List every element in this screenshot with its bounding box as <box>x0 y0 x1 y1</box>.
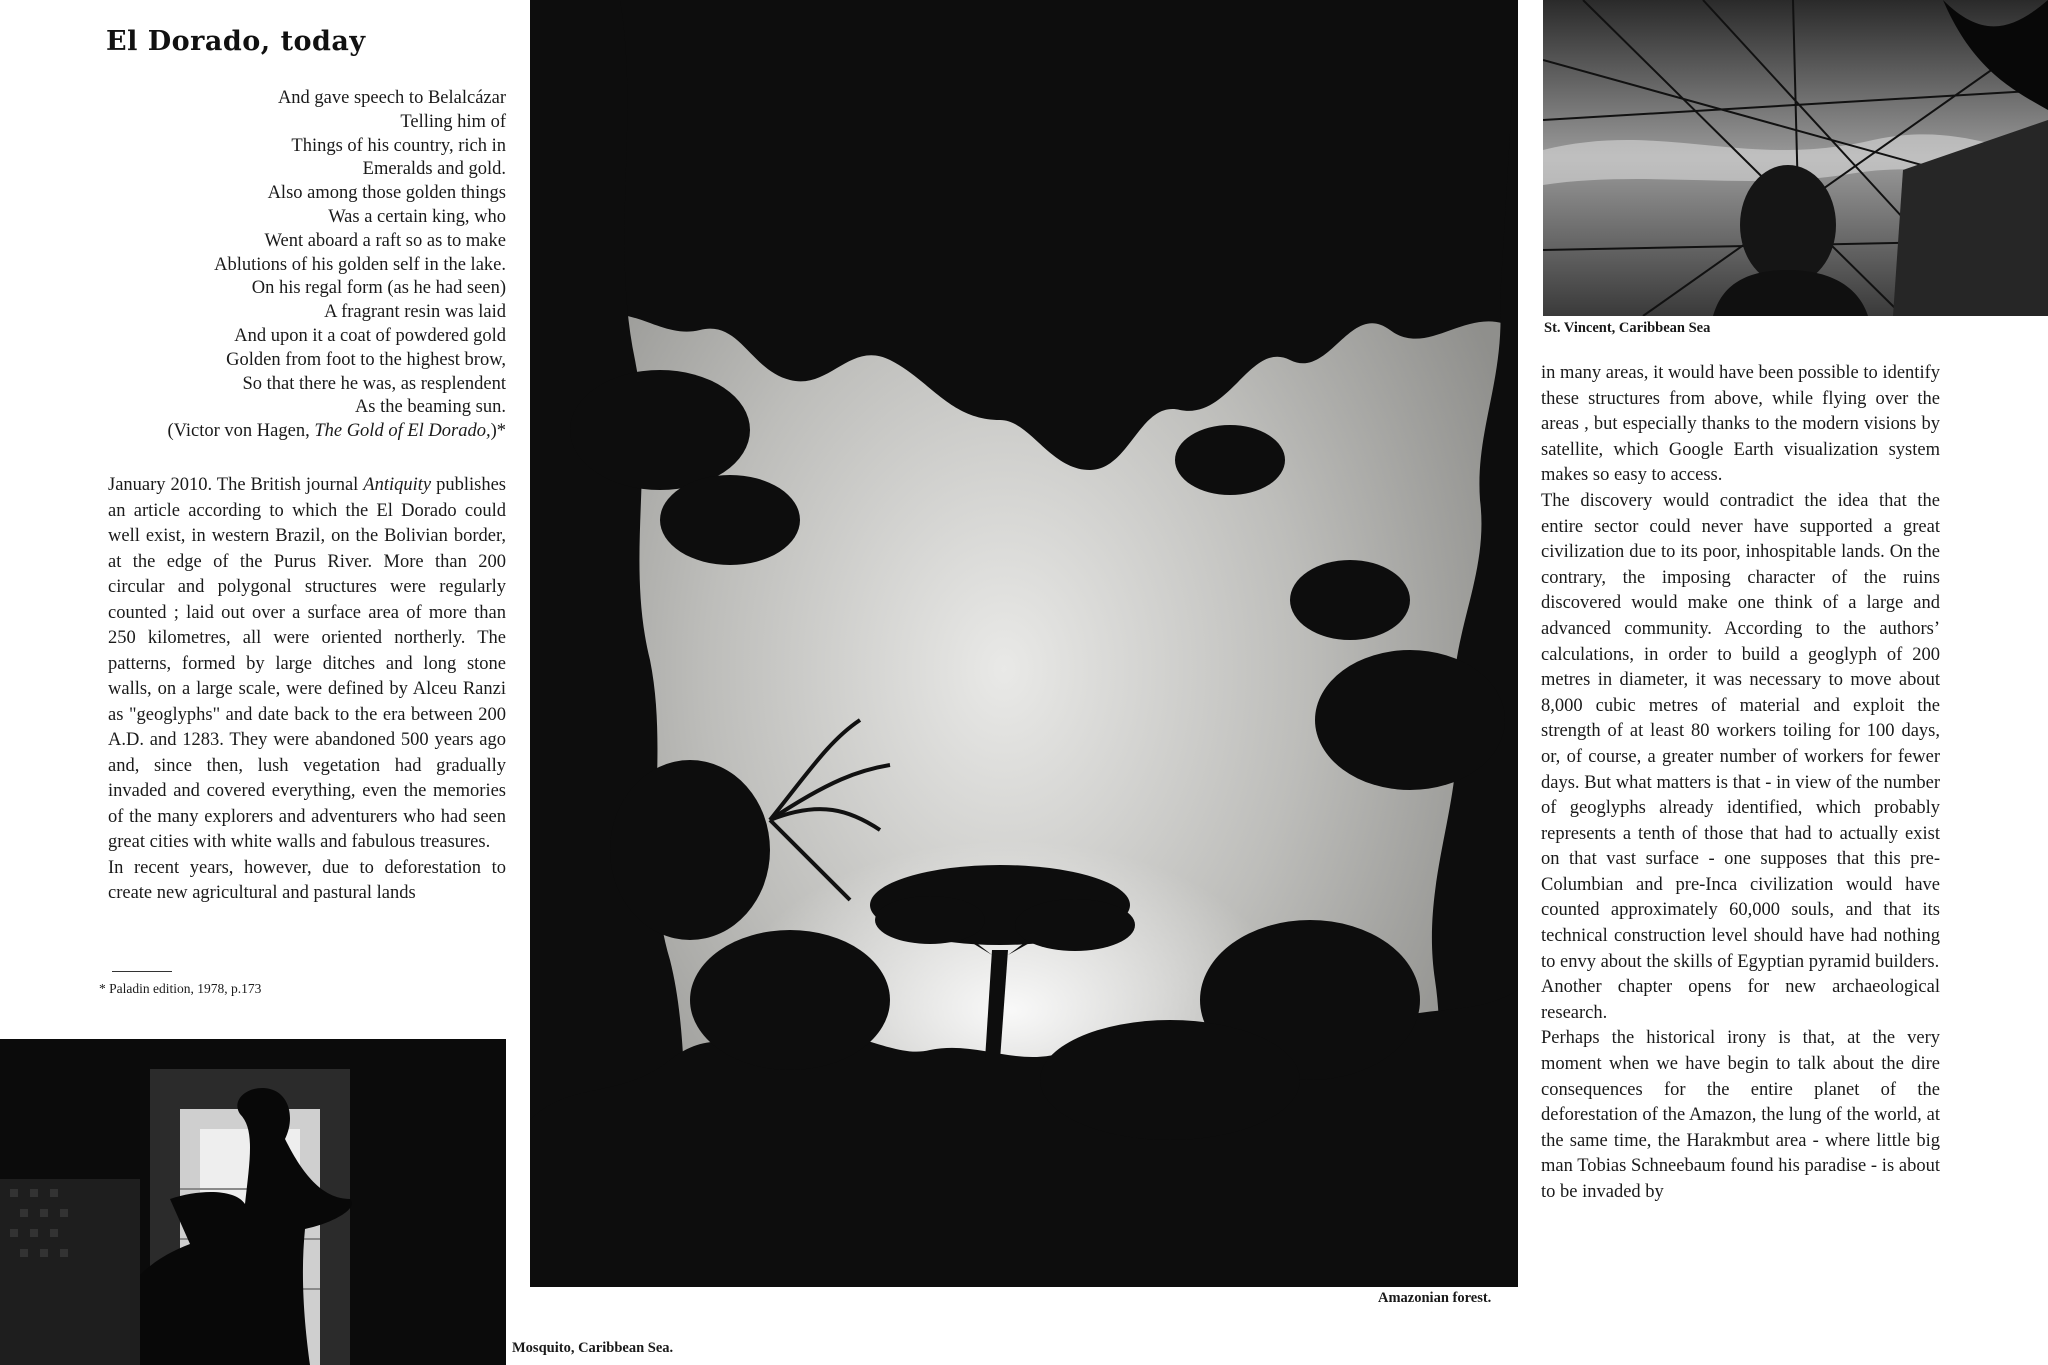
paragraph: The discovery would contradict the idea that the entire sector could never have supported a great civilization due to its poor, inhospitable lands. On the contrary, the imposing character of the ruins discovered would make one think of a large and advanced community. According to the authors’ calculations, in order to build a geoglyph of 200 metres in diameter, it was necessary to move about 8,000 cubic metres of material and exploit the strength of at least 80 workers toiling for 100 days, or, of course, a greater number of workers for fewer days. But what matters is that - in view of the number of geoglyphs already identified, which probably represents a tenth of those that had to actually exist on that vast surface - one supposes that this pre-Columbian and pre-Inca civilization would have counted approximately 60,000 souls, and that its technical construction level should have had nothing to envy about the skills of Egyptian pyramid builders. <box>1541 490 1940 972</box>
mosquito-caption: Mosquito, Caribbean Sea. <box>512 1340 674 1356</box>
poem-line: Emeralds and gold. <box>362 159 506 180</box>
st-vincent-photo <box>1543 0 2048 316</box>
poem-line: Also among those golden things <box>267 183 506 204</box>
paragraph: Perhaps the historical irony is that, at the very moment when we have begin to talk about the dire consequences for the entire planet of the deforestation of the Amazon, the lung of the world, at the same time, the Harakmbut area - where little big man Tobias Schneebaum found his paradise - is about to be invaded by <box>1541 1028 1940 1202</box>
poem-line: Went aboard a raft so as to make <box>264 230 506 251</box>
poem-line: Telling him of <box>400 111 506 132</box>
paragraph: in many areas, it would have been possible to identify these structures from above, while flying over the areas , but especially thanks to the modern visions by satellite, which Google Earth visualization system makes so easy to access. <box>1541 363 1940 486</box>
footnote-divider <box>112 971 172 972</box>
poem-line: And upon it a coat of powdered gold <box>234 325 506 346</box>
paragraph: January 2010. The British journal Antiquity publishes an article according to which the El Dorado could well exist, in western Brazil, on the Bolivian border, at the edge of the Purus River. More than 200 circular and polygonal structures were regularly counted ; laid out over a surface area of more than 250 kilometres, all were oriented northerly. The patterns, formed by large ditches and long stone walls, on a large scale, were defined by Alceu Ranzi as "geoglyphs" and date back to the era between 200 A.D. and 1283. They were abandoned 500 years ago and, since then, lush vegetation had gradually invaded and covered everything, even the memories of the many explorers and adventurers who had seen great cities with white walls and fabulous treasures. <box>108 475 507 852</box>
forest-photo <box>530 0 1518 1287</box>
poem-line: On his regal form (as he had seen) <box>251 278 506 299</box>
right-body-text <box>1541 361 1940 1206</box>
page-title: El Dorado, today <box>106 26 366 57</box>
poem-line: Golden from foot to the highest brow, <box>226 349 506 370</box>
poem-block <box>100 87 506 444</box>
poem-line: Was a certain king, who <box>328 206 506 227</box>
forest-caption: Amazonian forest. <box>1378 1290 1492 1306</box>
left-body-text <box>108 473 506 907</box>
poem-line: Things of his country, rich in <box>291 135 506 156</box>
paragraph: Another chapter opens for new archaeological research. <box>1541 977 1940 1023</box>
poem-line: And gave speech to Belalcázar <box>277 88 506 108</box>
poem-line: As the beaming sun. <box>354 397 506 418</box>
poem-attribution: (Victor von Hagen, The Gold of El Dorado,)* <box>167 421 506 442</box>
st-vincent-caption: St. Vincent, Caribbean Sea <box>1544 320 1711 336</box>
poem-line: Ablutions of his golden self in the lake. <box>214 254 506 275</box>
journal-name: Antiquity <box>363 475 432 495</box>
poem-line: A fragrant resin was laid <box>324 302 506 323</box>
poem-line: So that there he was, as resplendent <box>242 373 506 394</box>
footnote: * Paladin edition, 1978, p.173 <box>99 981 262 996</box>
mosquito-photo <box>0 1039 506 1365</box>
paragraph: In recent years, however, due to deforestation to create new agricultural and pastural lands <box>108 857 506 903</box>
book-title: The Gold of El Dorado, <box>314 421 491 442</box>
